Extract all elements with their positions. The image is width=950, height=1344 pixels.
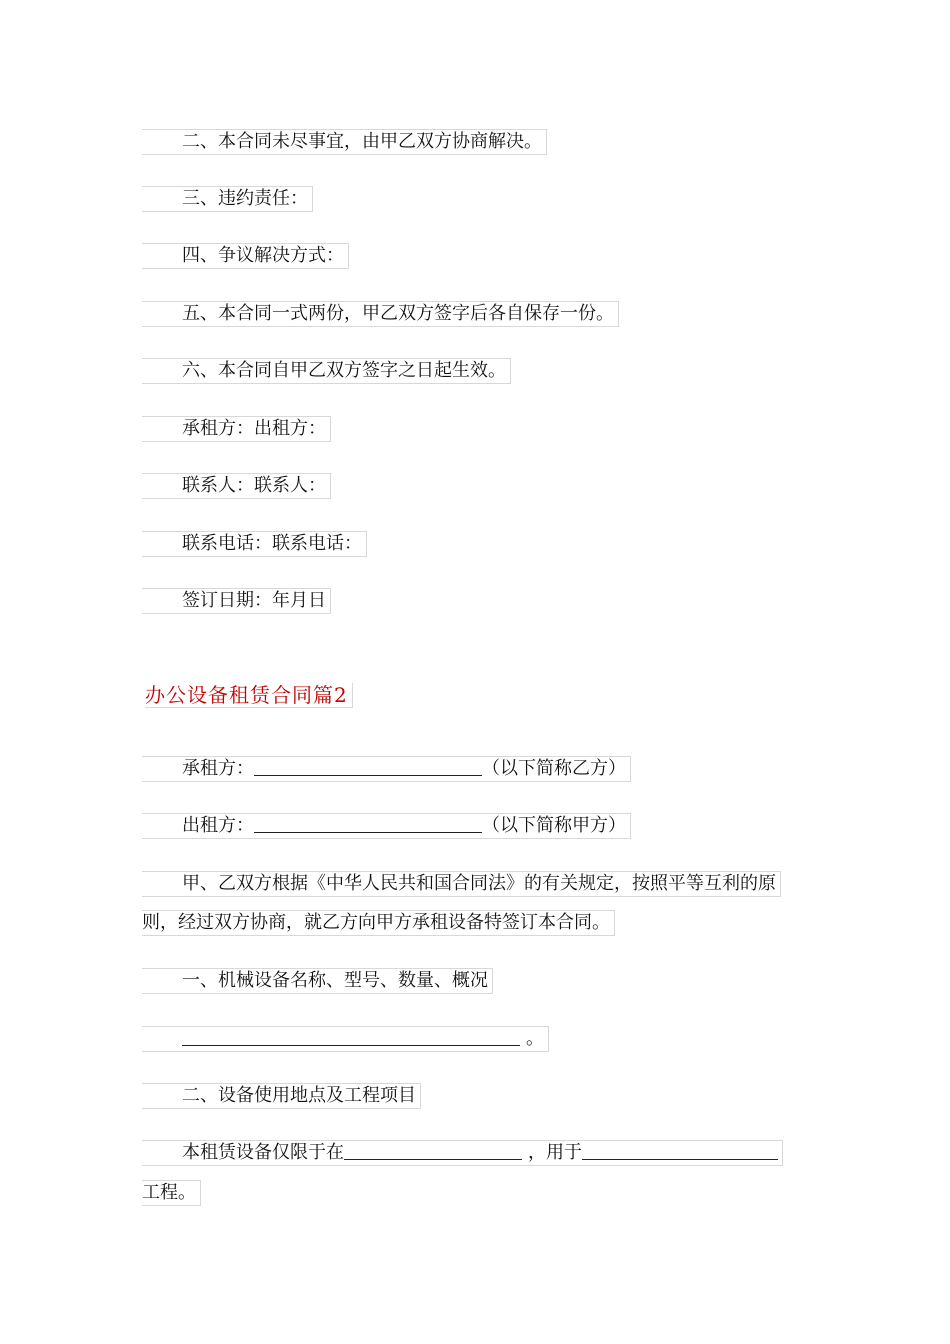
article-2: 二、设备使用地点及工程项目 bbox=[142, 1083, 421, 1109]
clause-6: 六、本合同自甲乙双方签字之日起生效。 bbox=[142, 358, 511, 384]
location-blank bbox=[344, 1141, 522, 1160]
lessee-line bbox=[142, 756, 631, 782]
article-1-end: 。 bbox=[526, 1028, 544, 1049]
clause-4: 四、争议解决方式： bbox=[142, 243, 349, 269]
intro-line-1: 甲、乙双方根据《中华人民共和国合同法》的有关规定，按照平等互利的原 bbox=[142, 871, 781, 897]
section-heading: 办公设备租赁合同篇2 bbox=[145, 683, 353, 708]
lessor-line bbox=[142, 813, 631, 839]
signature-phones: 联系电话：联系电话： bbox=[142, 531, 367, 557]
signature-parties: 承租方：出租方： bbox=[142, 416, 331, 442]
article-1-blank-line bbox=[142, 1026, 549, 1052]
location-prefix: 本租赁设备仅限于在 bbox=[182, 1142, 344, 1163]
lessor-blank bbox=[254, 814, 482, 833]
clause-3: 三、违约责任： bbox=[142, 186, 313, 212]
signature-contacts: 联系人：联系人： bbox=[142, 473, 331, 499]
location-line bbox=[142, 1140, 783, 1166]
clause-2: 二、本合同未尽事宜，由甲乙双方协商解决。 bbox=[142, 129, 547, 155]
lessee-label: 承租方： bbox=[182, 758, 254, 779]
project-blank bbox=[582, 1141, 778, 1160]
lessor-label: 出租方： bbox=[182, 815, 254, 836]
lessee-blank bbox=[254, 757, 482, 776]
intro-line-2: 则，经过双方协商，就乙方向甲方承租设备特签订本合同。 bbox=[142, 910, 615, 936]
equipment-blank bbox=[182, 1027, 520, 1046]
article-1: 一、机械设备名称、型号、数量、概况 bbox=[142, 968, 493, 994]
location-end: 工程。 bbox=[142, 1180, 201, 1206]
clause-5: 五、本合同一式两份，甲乙双方签字后各自保存一份。 bbox=[142, 301, 619, 327]
signature-date: 签订日期：年月日 bbox=[142, 588, 331, 614]
location-mid: ，用于 bbox=[528, 1142, 582, 1163]
lessor-suffix: （以下简称甲方） bbox=[482, 815, 626, 836]
lessee-suffix: （以下简称乙方） bbox=[482, 758, 626, 779]
